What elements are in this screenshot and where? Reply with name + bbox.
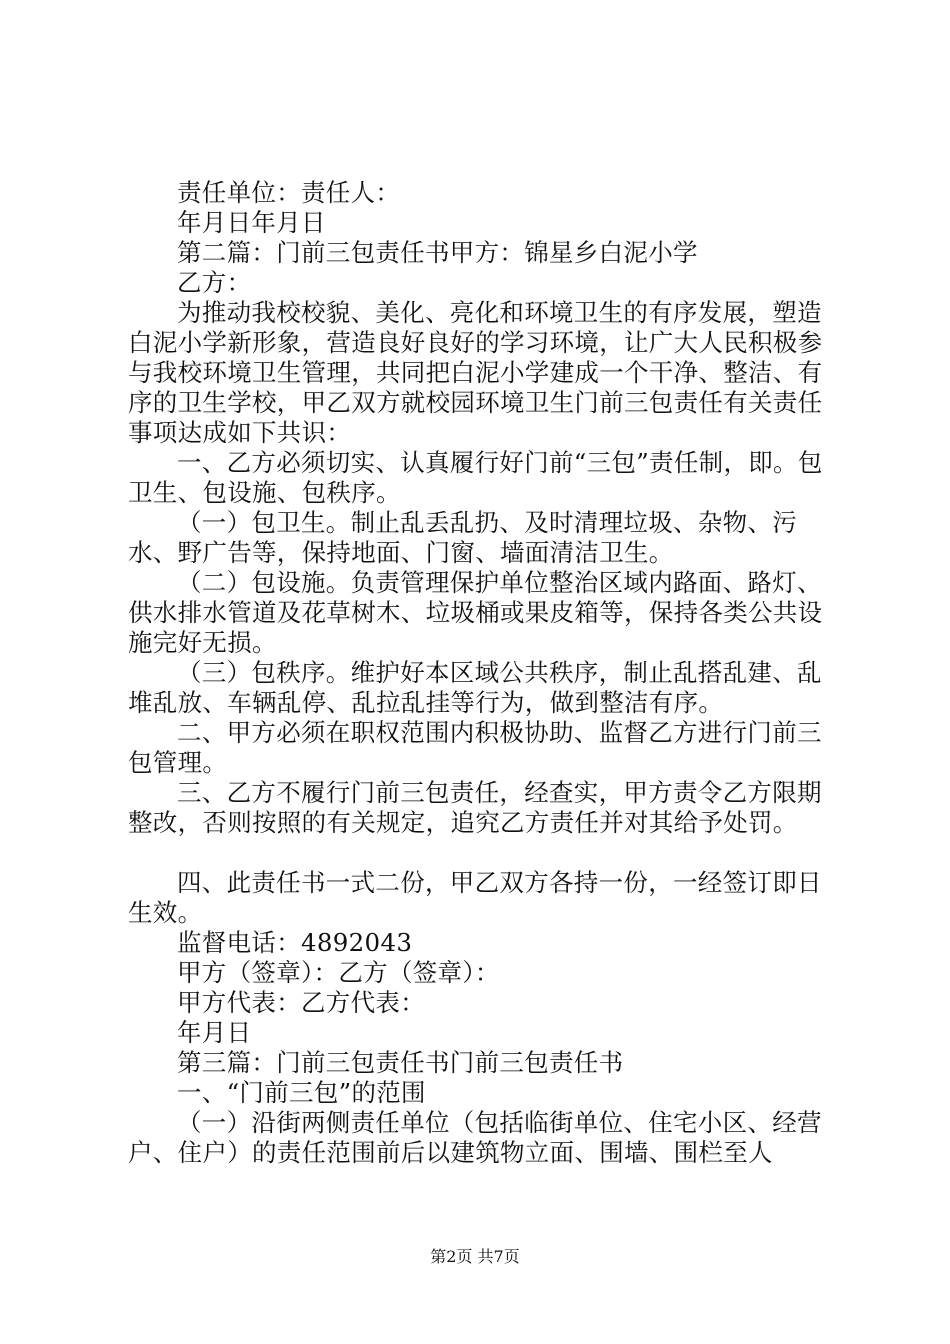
date-line: 年月日年月日 <box>177 208 326 237</box>
signature-line-units: 责任单位：责任人： <box>177 178 401 207</box>
signature-line-representatives: 甲方代表：乙方代表： <box>177 988 425 1017</box>
document-body <box>128 178 838 1168</box>
section-title-3: 第三篇：门前三包责任书门前三包责任书 <box>177 1048 624 1077</box>
clause-3: 三、乙方不履行门前三包责任，经查实，甲方责令乙方限期整改，否则按照的有关规定，追究乙方责任并对其给予处罚。 <box>128 778 822 837</box>
supervision-phone: 监督电话：4892043 <box>177 928 413 957</box>
clause-1: 一、乙方必须切实、认真履行好门前“三包”责任制，即。包卫生、包设施、包秩序。 <box>128 448 823 507</box>
signature-line-seals: 甲方（签章）：乙方（签章）： <box>177 958 500 987</box>
clause-4: 四、此责任书一式二份，甲乙双方各持一份，一经签订即日生效。 <box>128 868 822 927</box>
intro-paragraph: 为推动我校校貌、美化、亮化和环境卫生的有序发展，塑造白泥小学新形象，营造良好良好的学习环境，让广大人民积极参与我校环境卫生管理，共同把白泥小学建成一个干净、整洁、有序的卫生学校，甲乙双方就校园环境卫生门前三包责任有关责任事项达成如下共识： <box>128 298 823 447</box>
date-line-2: 年月日 <box>177 1018 252 1047</box>
section-3-heading-1: 一、“门前三包”的范围 <box>177 1078 426 1107</box>
clause-1-sub-3: （三）包秩序。维护好本区域公共秩序，制止乱搭乱建、乱堆乱放、车辆乱停、乱拉乱挂等行为，做到整洁有序。 <box>128 658 822 717</box>
section-title-2: 第二篇：门前三包责任书甲方：锦星乡白泥小学 <box>177 238 698 267</box>
clause-1-sub-2: （二）包设施。负责管理保护单位整治区域内路面、路灯、供水排水管道及花草树木、垃圾桶或果皮箱等，保持各类公共设施完好无损。 <box>128 568 823 657</box>
paragraph-gap <box>128 838 838 868</box>
clause-2: 二、甲方必须在职权范围内积极协助、监督乙方进行门前三包管理。 <box>128 718 822 777</box>
page-number: 第2页 共7页 <box>430 1247 520 1266</box>
party-b-line: 乙方： <box>177 268 252 297</box>
clause-1-sub-1: （一）包卫生。制止乱丢乱扔、及时清理垃圾、杂物、污水、野广告等，保持地面、门窗、墙面清洁卫生。 <box>128 508 797 567</box>
section-3-sub-1: （一）沿街两侧责任单位（包括临街单位、住宅小区、经营户、住户）的责任范围前后以建筑物立面、围墙、围栏至人 <box>128 1108 822 1167</box>
